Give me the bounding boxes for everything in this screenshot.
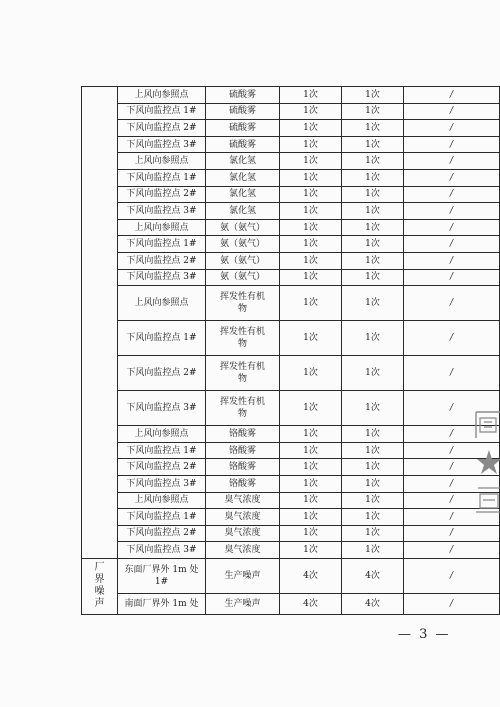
- frequency-1: 1次: [280, 203, 342, 220]
- frequency-1: 1次: [280, 492, 342, 509]
- monitoring-point: 下风向监控点 2#: [118, 120, 206, 137]
- monitoring-item: 臭气浓度: [206, 525, 280, 542]
- table-row: [82, 153, 500, 170]
- monitoring-point: 上风向参照点: [118, 153, 206, 170]
- monitoring-point: 下风向监控点 3#: [118, 203, 206, 220]
- frequency-2: 1次: [342, 459, 404, 476]
- frequency-2: 4次: [342, 558, 404, 593]
- remark: /: [404, 169, 500, 186]
- table-row: [82, 103, 500, 120]
- monitoring-item: 硫酸雾: [206, 87, 280, 104]
- frequency-1: 1次: [280, 286, 342, 321]
- table-row: [82, 542, 500, 559]
- frequency-1: 1次: [280, 87, 342, 104]
- monitoring-item: 臭气浓度: [206, 509, 280, 526]
- frequency-1: 1次: [280, 269, 342, 286]
- frequency-2: 1次: [342, 219, 404, 236]
- frequency-2: 1次: [342, 492, 404, 509]
- frequency-2: 1次: [342, 136, 404, 153]
- frequency-2: 4次: [342, 593, 404, 614]
- category-char: 噪: [94, 586, 105, 598]
- frequency-1: 1次: [280, 136, 342, 153]
- frequency-2: 1次: [342, 426, 404, 443]
- monitoring-item: 铬酸雾: [206, 442, 280, 459]
- category-noise: [82, 558, 118, 614]
- remark: /: [404, 186, 500, 203]
- table-row: [82, 269, 500, 286]
- table-row: [82, 321, 500, 356]
- table-row: [82, 391, 500, 426]
- monitoring-item-line1: 挥发性有机: [219, 292, 265, 303]
- table-row: [82, 426, 500, 443]
- remark: /: [404, 459, 500, 476]
- monitoring-item: 氯化氢: [206, 203, 280, 220]
- table-row: [82, 252, 500, 269]
- table-row: [82, 492, 500, 509]
- monitoring-item: 氯化氢: [206, 169, 280, 186]
- frequency-1: 1次: [280, 120, 342, 137]
- monitoring-point: 下风向监控点 1#: [118, 103, 206, 120]
- monitoring-item: 氨（氨气）: [206, 219, 280, 236]
- frequency-2: 1次: [342, 252, 404, 269]
- frequency-1: 1次: [280, 252, 342, 269]
- monitoring-item-line1: 挥发性有机: [219, 327, 265, 338]
- remark: /: [404, 321, 500, 356]
- table-row: [82, 203, 500, 220]
- monitoring-point: 下风向监控点 2#: [118, 356, 206, 391]
- monitoring-point: 下风向监控点 3#: [118, 269, 206, 286]
- frequency-1: 1次: [280, 442, 342, 459]
- remark: /: [404, 356, 500, 391]
- remark: /: [404, 475, 500, 492]
- monitoring-point: 上风向参照点: [118, 219, 206, 236]
- frequency-1: 1次: [280, 236, 342, 253]
- monitoring-point: 下风向监控点 1#: [118, 509, 206, 526]
- monitoring-point: 下风向监控点 2#: [118, 186, 206, 203]
- monitoring-point: 下风向监控点 3#: [118, 391, 206, 426]
- category-char: 声: [94, 598, 105, 610]
- remark: /: [404, 593, 500, 614]
- remark: /: [404, 136, 500, 153]
- monitoring-item-line2: 物: [237, 374, 247, 385]
- remark: /: [404, 442, 500, 459]
- frequency-2: 1次: [342, 203, 404, 220]
- frequency-1: 4次: [280, 593, 342, 614]
- monitoring-point: 下风向监控点 3#: [118, 542, 206, 559]
- partial-seal-stamp: [474, 408, 500, 518]
- frequency-2: 1次: [342, 391, 404, 426]
- monitoring-item: 铬酸雾: [206, 426, 280, 443]
- monitoring-point: 上风向参照点: [118, 492, 206, 509]
- page-number: — 3 —: [398, 627, 451, 642]
- frequency-2: 1次: [342, 153, 404, 170]
- frequency-2: 1次: [342, 269, 404, 286]
- category-cell-empty: [82, 87, 118, 559]
- table-row: [82, 459, 500, 476]
- remark: /: [404, 391, 500, 426]
- monitoring-point: 下风向监控点 3#: [118, 475, 206, 492]
- monitoring-item: 氨（氨气）: [206, 252, 280, 269]
- monitoring-item: 臭气浓度: [206, 542, 280, 559]
- monitoring-item: 生产噪声: [206, 593, 280, 614]
- remark: /: [404, 87, 500, 104]
- table-row: [82, 286, 500, 321]
- monitoring-item: [206, 391, 280, 426]
- monitoring-item: 硫酸雾: [206, 103, 280, 120]
- table-row: [82, 120, 500, 137]
- monitoring-item: 生产噪声: [206, 558, 280, 593]
- table-row: [82, 219, 500, 236]
- frequency-2: 1次: [342, 236, 404, 253]
- monitoring-item: 氯化氢: [206, 153, 280, 170]
- remark: /: [404, 269, 500, 286]
- table-row: [82, 442, 500, 459]
- frequency-2: 1次: [342, 103, 404, 120]
- frequency-1: 1次: [280, 103, 342, 120]
- frequency-2: 1次: [342, 442, 404, 459]
- remark: /: [404, 103, 500, 120]
- monitoring-point: 下风向监控点 2#: [118, 525, 206, 542]
- frequency-2: 1次: [342, 87, 404, 104]
- monitoring-item: 铬酸雾: [206, 459, 280, 476]
- remark: /: [404, 236, 500, 253]
- monitoring-point: [118, 558, 206, 593]
- seal-star-icon: [477, 450, 500, 474]
- monitoring-item: 氯化氢: [206, 186, 280, 203]
- remark: /: [404, 153, 500, 170]
- frequency-1: 1次: [280, 459, 342, 476]
- remark: /: [404, 509, 500, 526]
- frequency-1: 1次: [280, 153, 342, 170]
- monitoring-point: 上风向参照点: [118, 286, 206, 321]
- frequency-1: 1次: [280, 186, 342, 203]
- monitoring-item: 铬酸雾: [206, 475, 280, 492]
- monitoring-point: 下风向监控点 3#: [118, 136, 206, 153]
- monitoring-point: 下风向监控点 2#: [118, 252, 206, 269]
- remark: /: [404, 286, 500, 321]
- category-char: 界: [94, 574, 105, 586]
- monitoring-point: 下风向监控点 1#: [118, 442, 206, 459]
- monitoring-point: 上风向参照点: [118, 87, 206, 104]
- remark: /: [404, 426, 500, 443]
- frequency-2: 1次: [342, 356, 404, 391]
- frequency-2: 1次: [342, 542, 404, 559]
- remark: /: [404, 542, 500, 559]
- monitoring-point-line1: 东面厂界外 1m 处: [124, 564, 199, 575]
- frequency-1: 1次: [280, 219, 342, 236]
- monitoring-point: 下风向监控点 1#: [118, 236, 206, 253]
- remark: /: [404, 120, 500, 137]
- remark: /: [404, 558, 500, 593]
- monitoring-point-line2: 1#: [154, 576, 169, 587]
- remark: /: [404, 219, 500, 236]
- table-row: [82, 136, 500, 153]
- remark: /: [404, 492, 500, 509]
- table-row: [82, 356, 500, 391]
- frequency-1: 1次: [280, 475, 342, 492]
- frequency-1: 1次: [280, 169, 342, 186]
- monitoring-item: 硫酸雾: [206, 120, 280, 137]
- monitoring-item: 硫酸雾: [206, 136, 280, 153]
- frequency-2: 1次: [342, 475, 404, 492]
- table-row: [82, 593, 500, 614]
- frequency-1: 1次: [280, 356, 342, 391]
- monitoring-item-line1: 挥发性有机: [219, 362, 265, 373]
- remark: /: [404, 252, 500, 269]
- monitoring-item-line2: 物: [237, 304, 247, 315]
- monitoring-item: [206, 321, 280, 356]
- table-row: [82, 475, 500, 492]
- monitoring-plan-table: [81, 86, 500, 615]
- table-row: [82, 186, 500, 203]
- frequency-1: 1次: [280, 391, 342, 426]
- frequency-1: 1次: [280, 525, 342, 542]
- monitoring-point: 下风向监控点 2#: [118, 459, 206, 476]
- frequency-2: 1次: [342, 525, 404, 542]
- monitoring-item-line2: 物: [237, 339, 247, 350]
- monitoring-item: 氨（氨气）: [206, 236, 280, 253]
- frequency-1: 1次: [280, 542, 342, 559]
- remark: /: [404, 525, 500, 542]
- table-row: [82, 236, 500, 253]
- frequency-1: 1次: [280, 509, 342, 526]
- table-row: [82, 558, 500, 593]
- table-row: [82, 509, 500, 526]
- table-row: [82, 169, 500, 186]
- frequency-1: 1次: [280, 321, 342, 356]
- frequency-2: 1次: [342, 120, 404, 137]
- monitoring-point: 南面厂界外 1m 处: [118, 593, 206, 614]
- frequency-2: 1次: [342, 186, 404, 203]
- frequency-2: 1次: [342, 286, 404, 321]
- monitoring-point: 下风向监控点 1#: [118, 169, 206, 186]
- remark: /: [404, 203, 500, 220]
- monitoring-item: [206, 286, 280, 321]
- monitoring-item: 臭气浓度: [206, 492, 280, 509]
- table-row: [82, 87, 500, 104]
- category-char: 厂: [94, 562, 105, 574]
- frequency-1: 4次: [280, 558, 342, 593]
- monitoring-point: 下风向监控点 1#: [118, 321, 206, 356]
- frequency-2: 1次: [342, 509, 404, 526]
- frequency-2: 1次: [342, 169, 404, 186]
- frequency-2: 1次: [342, 321, 404, 356]
- monitoring-point: 上风向参照点: [118, 426, 206, 443]
- monitoring-item: [206, 356, 280, 391]
- monitoring-item-line2: 物: [237, 409, 247, 420]
- table-row: [82, 525, 500, 542]
- frequency-1: 1次: [280, 426, 342, 443]
- monitoring-item: 氨（氨气）: [206, 269, 280, 286]
- monitoring-item-line1: 挥发性有机: [219, 397, 265, 408]
